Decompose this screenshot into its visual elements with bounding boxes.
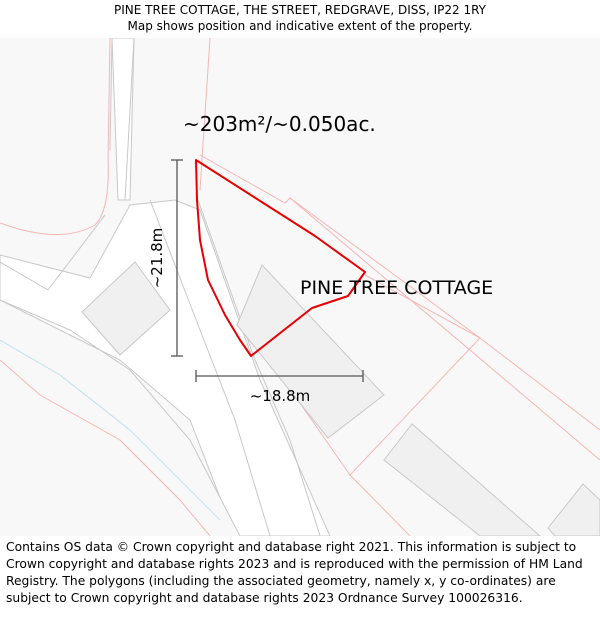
map-header (0, 0, 600, 38)
map-subtitle: Map shows position and indicative extent of the property. (127, 19, 473, 33)
map-view[interactable] (0, 38, 600, 536)
copyright-attribution: Contains OS data © Crown copyright and database right 2021. This information is subject to Crown copyright and database rights 2023 and is reproduced with the permission of HM Land Registry. The polygons (including the associated geometry, namely x, y co-ordinates) are subject to Crown copyright and database rights 2023 Ordnance Survey 100026316. (6, 540, 583, 605)
property-name-label: PINE TREE COTTAGE (300, 277, 494, 299)
area-label: ~203m²/~0.050ac. (183, 112, 376, 136)
property-address-title: PINE TREE COTTAGE, THE STREET, REDGRAVE, DISS, IP22 1RY (113, 3, 486, 17)
width-dimension-label: ~18.8m (249, 387, 311, 405)
map-canvas (0, 38, 600, 536)
height-dimension-label: ~21.8m (148, 227, 166, 289)
